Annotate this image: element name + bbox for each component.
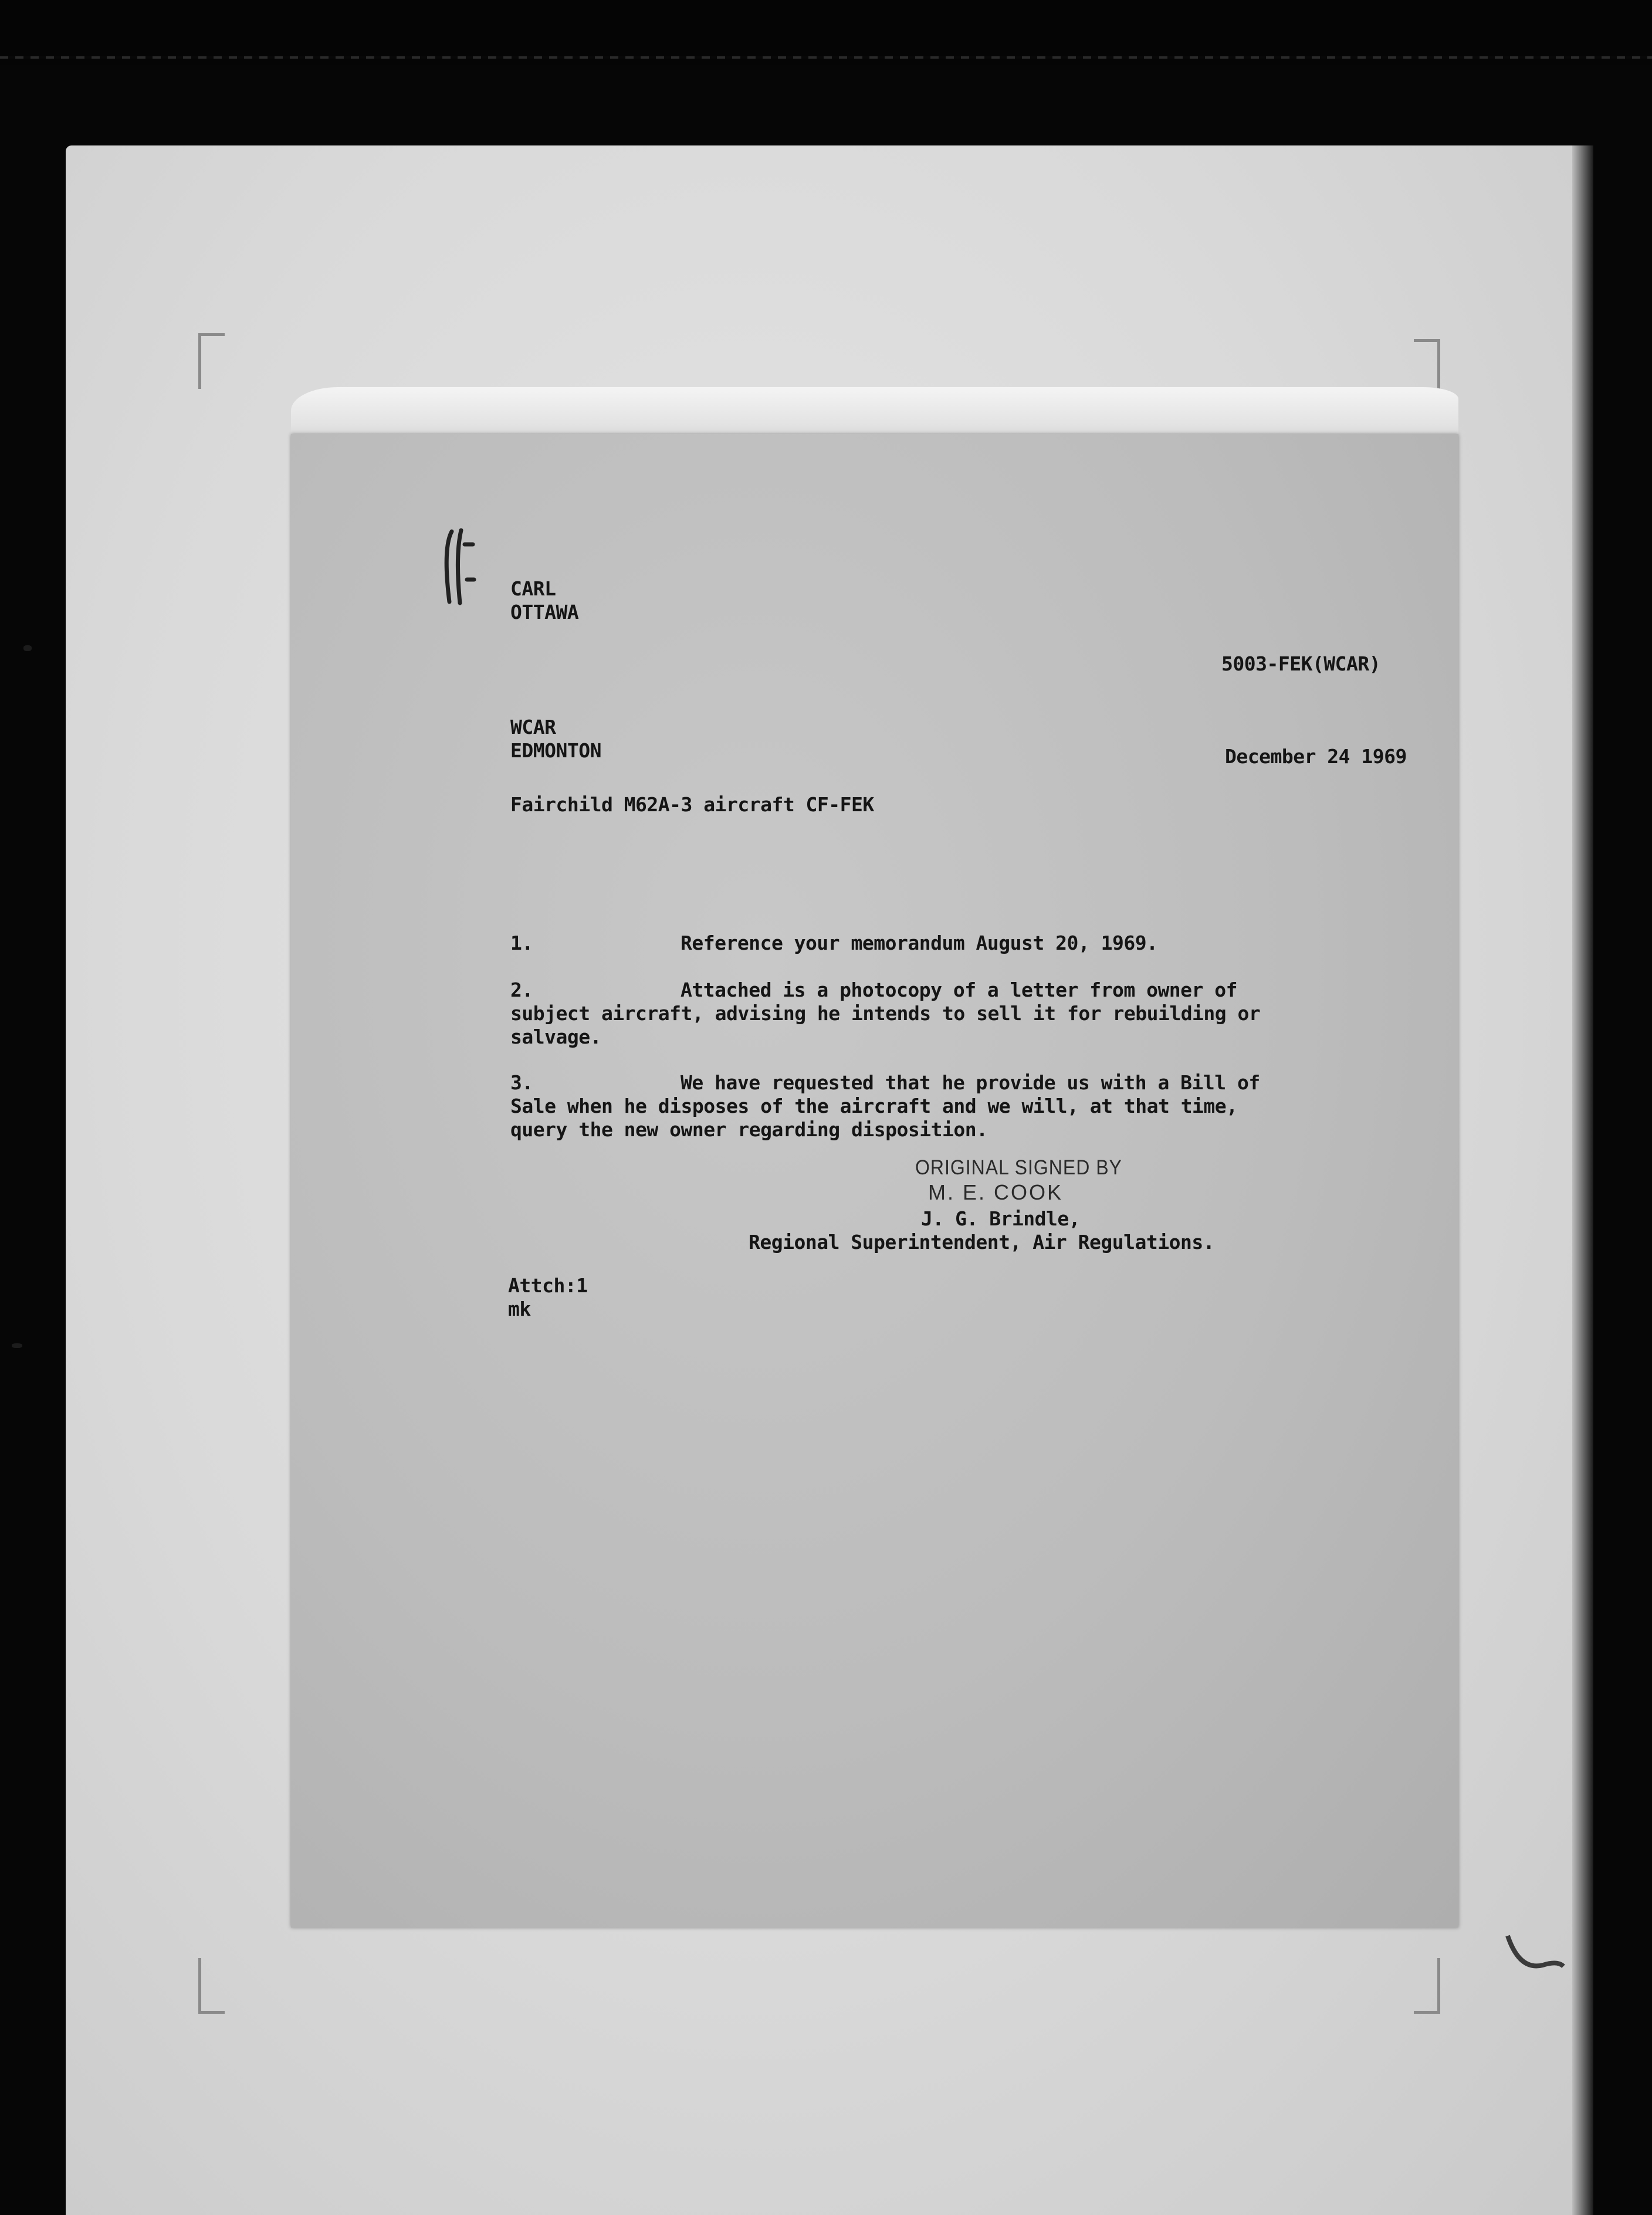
paragraph-number: 2. — [510, 978, 533, 1001]
film-sprocket-strip — [0, 56, 1652, 59]
paragraph-line: Attached is a photocopy of a letter from owner of — [681, 978, 1238, 1001]
crop-mark-top-left — [198, 333, 225, 389]
film-edge — [0, 0, 1652, 65]
paragraph-line: Reference your memorandum August 20, 1969. — [681, 932, 1158, 954]
paragraph-line: subject aircraft, advising he intends to sell it for rebuilding or — [510, 1002, 1261, 1025]
recipient-code: WCAR — [510, 716, 556, 739]
sender-code: CARL — [510, 577, 556, 600]
crop-mark-bottom-left — [198, 1958, 225, 2014]
letter-date: December 24 1969 — [1225, 745, 1407, 768]
paper-clip-mark — [441, 527, 476, 609]
crop-mark-top-right — [1414, 339, 1440, 395]
typist-initials: mk — [508, 1298, 531, 1320]
paragraph-line: salvage. — [510, 1025, 601, 1048]
corner-stain-mark — [1502, 1924, 1566, 1983]
paragraph-line: query the new owner regarding disposition. — [510, 1118, 988, 1141]
attachment-count: Attch:1 — [508, 1274, 588, 1297]
signature-stamp-heading: ORIGINAL SIGNED BY — [915, 1156, 1122, 1179]
paragraph-line: Sale when he disposes of the aircraft and we will, at that time, — [510, 1095, 1238, 1117]
recipient-city: EDMONTON — [510, 739, 601, 762]
signatory-title: Regional Superintendent, Air Regulations. — [749, 1231, 1215, 1254]
sender-city: OTTAWA — [510, 601, 579, 624]
file-reference: 5003-FEK(WCAR) — [1221, 652, 1381, 675]
signatory-name: J. G. Brindle, — [921, 1207, 1081, 1230]
crop-mark-bottom-right — [1414, 1958, 1440, 2014]
film-speck — [23, 645, 32, 651]
mount-edge-shadow — [1572, 145, 1593, 2215]
film-speck — [12, 1343, 22, 1348]
paragraph-number: 3. — [510, 1071, 533, 1094]
subject-line: Fairchild M62A-3 aircraft CF-FEK — [510, 793, 874, 816]
paragraph-number: 1. — [510, 932, 533, 954]
signature-stamp-name: M. E. COOK — [928, 1180, 1064, 1204]
paragraph-line: We have requested that he provide us with a Bill of — [681, 1071, 1260, 1094]
